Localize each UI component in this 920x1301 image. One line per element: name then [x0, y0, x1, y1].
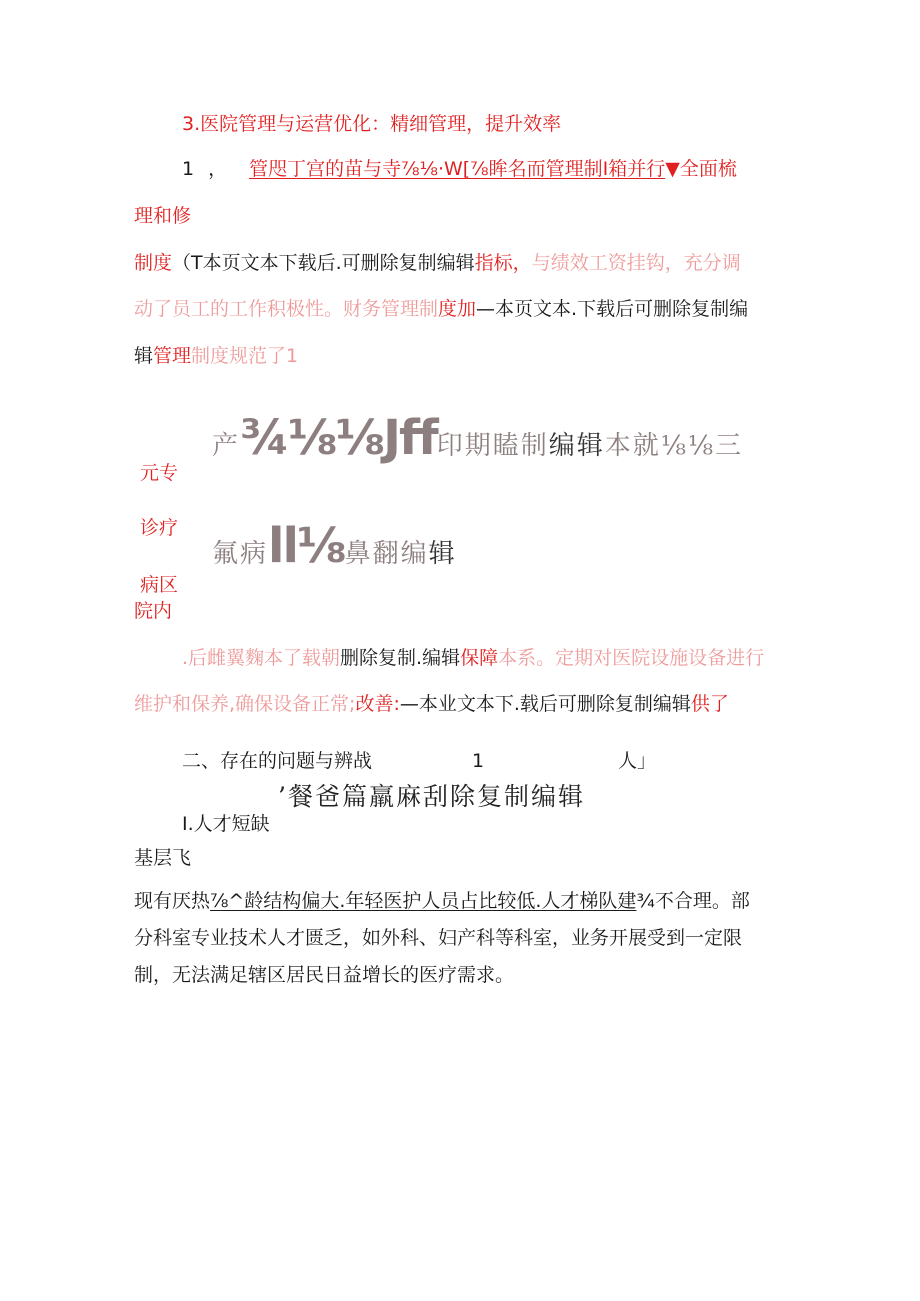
- garbled-tail-dark: 编辑: [548, 431, 605, 461]
- garbled-line-2: [212, 518, 457, 574]
- garbled-line-3-text: ’餐爸篇羸麻刮除复制编辑: [278, 782, 585, 811]
- para3-text-line3: 制，无法满足辖区居民日益增长的医疗需求。: [134, 964, 515, 986]
- para1-dark-text-3: 辑: [134, 345, 154, 367]
- para1-pink-text-3: 制度规范了1: [191, 345, 299, 367]
- garbled-line-3: [278, 782, 585, 812]
- para3-text-b: ¾不合理。部: [636, 890, 750, 912]
- para1-dark-text-2: —本页文本.下载后可删除复制编: [476, 298, 749, 320]
- para2-dark-text-2: —本业文本下.载后可删除复制编辑: [399, 693, 691, 715]
- subsection-line: [134, 845, 191, 871]
- para2-pink-text-3: 维护和保养,确保设备正常;: [134, 693, 356, 715]
- para3-text-a: 现有厌热: [134, 890, 211, 912]
- garbled-tail-dark: 辑: [428, 539, 457, 569]
- para1-line1: [134, 250, 741, 276]
- garbled-glyphs: ¾⅛⅛Jff: [240, 410, 437, 466]
- para2-red-text: 保障: [460, 647, 499, 669]
- garbled-tail: 印期瞌制: [436, 431, 549, 461]
- para2-pink-text-2: 本系。定期对医院设施设备进行: [498, 647, 765, 669]
- para2-pink-text: .后雌翼麴本了载朝: [182, 647, 341, 669]
- para2-red-text-2: 改善:: [355, 693, 400, 715]
- side-label-text: 元专: [140, 462, 179, 484]
- para2-line1: [182, 645, 764, 671]
- section-2-number-text: 1: [472, 750, 485, 772]
- garbled-lead: 产: [212, 431, 241, 461]
- side-label-1: [140, 460, 178, 486]
- section-2-tail-text: 人」: [618, 750, 657, 772]
- item-text-b: 箱并行: [608, 158, 666, 180]
- clipped-label: [140, 572, 200, 596]
- side-label-text: 院内: [134, 600, 173, 622]
- item-comma: ，: [208, 158, 228, 180]
- section-2-tail: [618, 748, 656, 774]
- garbled-glyphs: ll⅛: [268, 518, 345, 574]
- para3-line1: [134, 888, 750, 914]
- subsection-heading: [182, 811, 270, 837]
- para2-dark-text: 删除复制.编辑: [340, 647, 461, 669]
- para1-dark-text: （T本页文本下载后.可删除复制编辑: [172, 252, 475, 274]
- para3-line3: [134, 962, 514, 988]
- item-number: 1: [182, 158, 195, 180]
- item-text-c: ▼全面梳: [665, 158, 737, 180]
- para1-red-text-4: 管理: [153, 345, 192, 367]
- subsection-line-text: 基层飞: [134, 847, 192, 869]
- section-heading: [182, 111, 561, 137]
- para1-red-text-2: 指标，: [474, 252, 532, 274]
- para1-line3: [134, 343, 298, 369]
- para3-text-line2: 分科室专业技术人才匮乏，如外科、妇产科等科室，业务开展受到一定限: [134, 927, 743, 949]
- section-2-number: [472, 748, 484, 774]
- side-label-text: 诊疗: [140, 517, 179, 539]
- section-heading-text: 3.医院管理与运营优化：精细管理，提升效率: [182, 113, 562, 135]
- section-2-heading: [182, 748, 372, 774]
- para1-red-text-3: 度加: [438, 298, 477, 320]
- para3-underlined-text: ⅞^龄结构偏大.年轻医护人员占比较低.人才梯队建: [210, 890, 637, 912]
- garbled-lead: 氟病: [212, 539, 269, 569]
- subsection-heading-text: I.人才短缺: [182, 813, 270, 835]
- item-1-line: [182, 156, 737, 182]
- garbled-tail: 鼻翻编: [344, 539, 429, 569]
- para3-line2: [134, 925, 742, 951]
- item-text-a: 管咫丁宫的苗与寺⅞⅛·W[⅞眸名而管理制I: [249, 158, 609, 180]
- section-2-heading-text: 二、存在的问题与辨战: [182, 750, 373, 772]
- para1-red-text: 制度: [134, 252, 173, 274]
- side-label-3: [134, 598, 172, 624]
- clipped-label-text: 病区: [140, 574, 179, 596]
- para1-pink-text-2: 动了员工的工作积极性。财务管理制: [134, 298, 439, 320]
- side-label-2: [140, 515, 178, 541]
- para2-red-text-3: 供了: [690, 693, 729, 715]
- para2-line2: [134, 691, 729, 717]
- para1-line2: [134, 296, 748, 322]
- item-1-line-2: [134, 203, 191, 229]
- garbled-tail-2: 本就⅛⅛三: [604, 431, 744, 461]
- item-1-continuation: 理和修: [134, 205, 192, 227]
- para1-pink-text: 与绩效工资挂钩，充分调: [531, 252, 741, 274]
- garbled-line-1: [212, 408, 743, 468]
